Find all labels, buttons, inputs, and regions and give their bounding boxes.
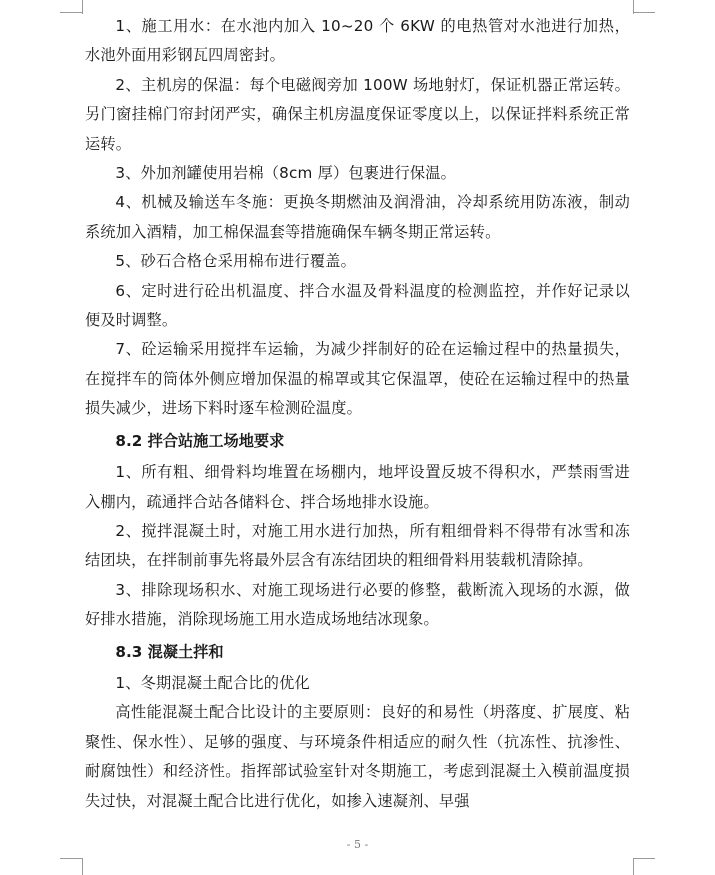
section-heading-8-2: 8.2 拌合站施工场地要求: [115, 431, 285, 450]
section-heading-8-3: 8.3 混凝土拌和: [115, 642, 224, 661]
paragraph: 2、主机房的保温：每个电磁阀旁加 100W 场地射灯，保证机器正常运转。另门窗挂棉门帘封闭严实，确保主机房温度保证零度以上，以保证拌料系统正常运转。: [85, 75, 630, 153]
page-number: - 5 -: [346, 838, 369, 851]
paragraph: 6、定时进行砼出机温度、拌合水温及骨料温度的检测监控，并作好记录以便及时调整。: [85, 281, 630, 330]
crop-mark-bottom-left-h: [60, 858, 82, 859]
paragraph: 1、所有粗、细骨料均堆置在场棚内，地坪设置反坡不得积水，严禁雨雪进入棚内，疏通拌合站各储料仓、拌合场地排水设施。: [85, 463, 630, 511]
paragraph: 4、机械及输送车冬施：更换冬期燃油及润滑油，冷却系统用防冻液，制动系统加入酒精，加工棉保温套等措施确保车辆冬期正常运转。: [85, 193, 630, 241]
crop-mark-bottom-right-h: [633, 858, 655, 859]
paragraph: 7、砼运输采用搅拌车运输，为减少拌制好的砼在运输过程中的热量损失，在搅拌车的筒体外侧应增加保温的棉罩或其它保温罩，使砼在运输过程中的热量损失减少，进场下料时逐车检测砼温度。: [85, 340, 630, 418]
paragraph: 1、冬期混凝土配合比的优化: [115, 673, 310, 692]
paragraph: 3、外加剂罐使用岩棉（8cm 厚）包裹进行保温。: [115, 164, 457, 183]
crop-mark-top-left-v: [82, 0, 83, 14]
paragraph: 3、排除现场积水、对施工现场进行必要的修整，截断流入现场的水源，做好排水措施，消除现场施工用水造成场地结冰现象。: [85, 580, 630, 629]
paragraph: 2、搅拌混凝土时，对施工用水进行加热，所有粗细骨料不得带有冰雪和冻结团块，在拌制前事先将最外层含有冻结团块的粗细骨料用装载机清除掉。: [85, 521, 630, 570]
crop-mark-top-left-h: [60, 12, 82, 13]
paragraph: 5、砂石合格仓采用棉布进行覆盖。: [115, 252, 357, 271]
paragraph: 1、施工用水：在水池内加入 10~20 个 6KW 的电热管对水池进行加热，水池外面用彩钢瓦四周密封。: [85, 17, 630, 65]
paragraph: 高性能混凝土配合比设计的主要原则：良好的和易性（坍落度、扩展度、粘聚性、保水性）、足够的强度、与环境条件相适应的耐久性（抗冻性、抗渗性、耐腐蚀性）和经济性。指挥部试验室针对冬期施工，考虑到混凝土入模前温度损失过快，对混凝土配合比进行优化，如掺入速凝剂、早强: [85, 703, 630, 810]
crop-mark-top-right-v: [633, 0, 634, 14]
crop-mark-bottom-left-v: [82, 858, 83, 875]
crop-mark-top-right-h: [633, 12, 655, 13]
page-body: [85, 12, 630, 816]
crop-mark-bottom-right-v: [633, 858, 634, 875]
